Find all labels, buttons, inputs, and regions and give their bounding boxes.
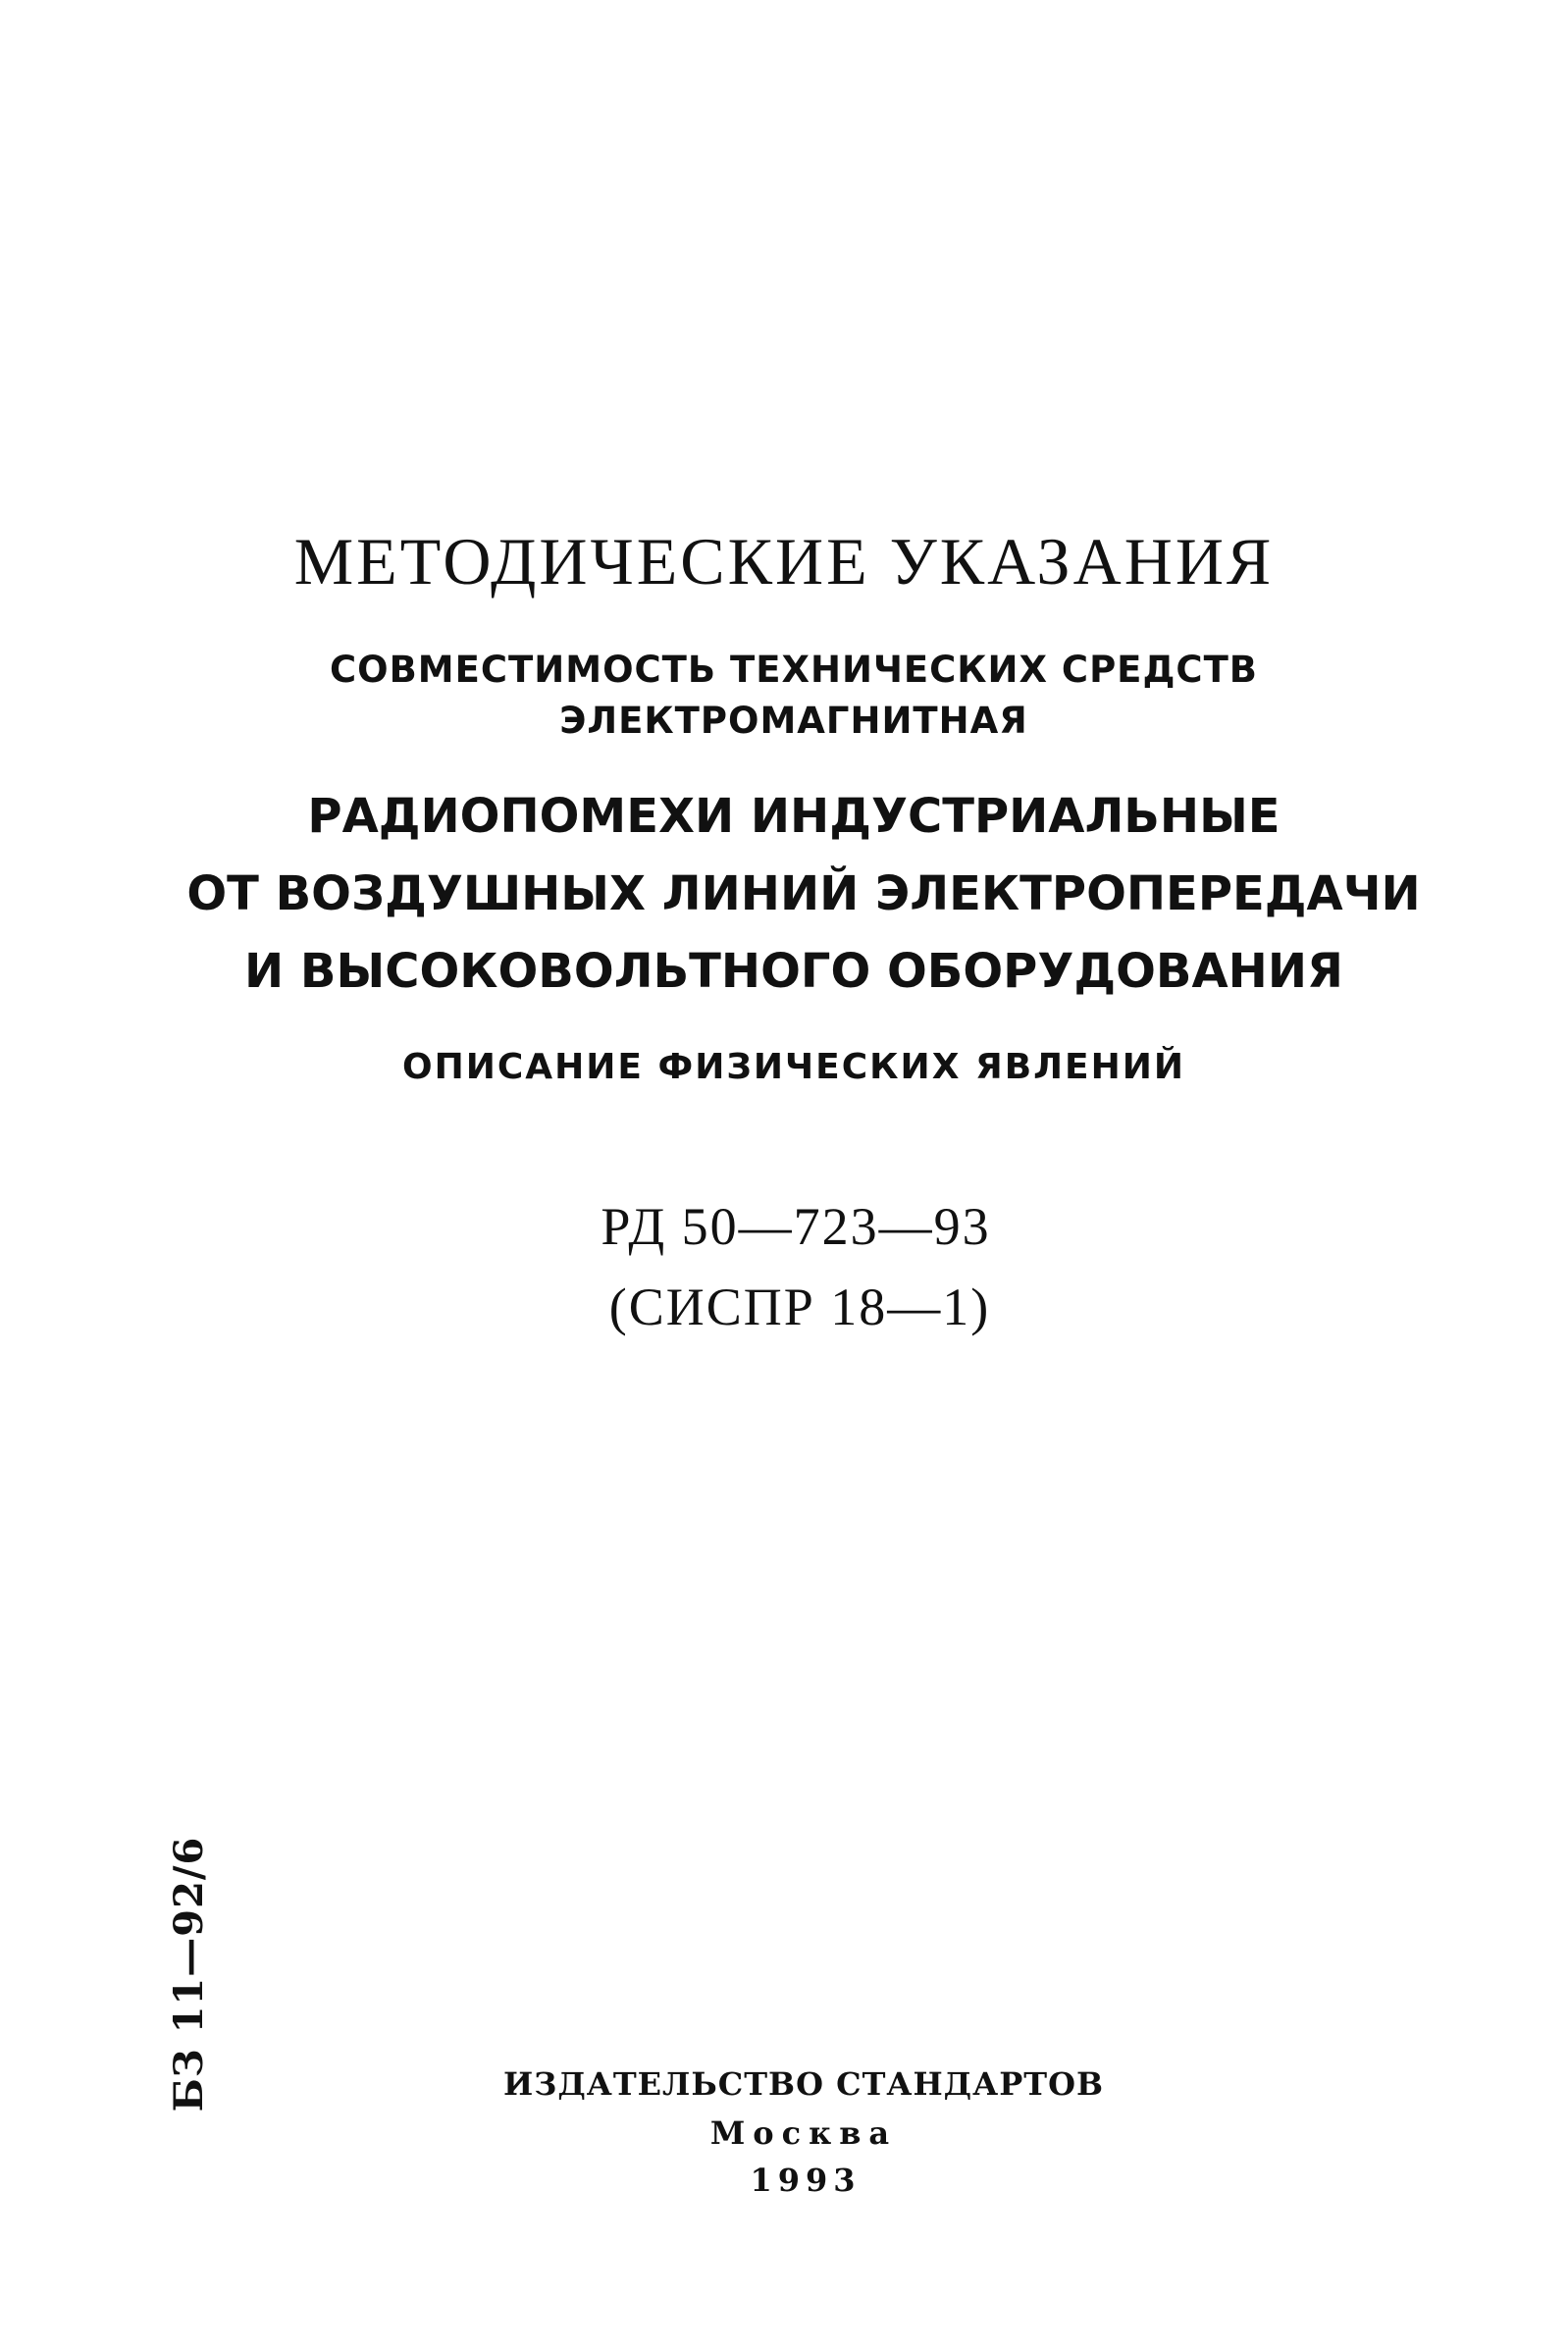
title-line-3: И ВЫСОКОВОЛЬТНОГО ОБОРУДОВАНИЯ — [244, 944, 1343, 999]
document-reference: (СИСПР 18—1) — [608, 1277, 991, 1336]
publication-city: Москва — [709, 2114, 898, 2152]
side-code: БЗ 11—92/6 — [166, 1836, 212, 2112]
document-type-heading: МЕТОДИЧЕСКИЕ УКАЗАНИЯ — [293, 524, 1275, 599]
publication-year: 1993 — [750, 2162, 862, 2199]
publisher-name: ИЗДАТЕЛЬСТВО СТАНДАРТОВ — [503, 2065, 1104, 2103]
subject-line-1: СОВМЕСТИМОСТЬ ТЕХНИЧЕСКИХ СРЕДСТВ — [329, 649, 1259, 691]
document-number: РД 50—723—93 — [601, 1197, 991, 1256]
title-line-1: РАДИОПОМЕХИ ИНДУСТРИАЛЬНЫЕ — [307, 789, 1281, 844]
document-subtitle: ОПИСАНИЕ ФИЗИЧЕСКИХ ЯВЛЕНИЙ — [401, 1047, 1186, 1087]
title-line-2: ОТ ВОЗДУШНЫХ ЛИНИЙ ЭЛЕКТРОПЕРЕДАЧИ — [186, 866, 1421, 921]
subject-line-2: ЭЛЕКТРОМАГНИТНАЯ — [559, 700, 1028, 742]
